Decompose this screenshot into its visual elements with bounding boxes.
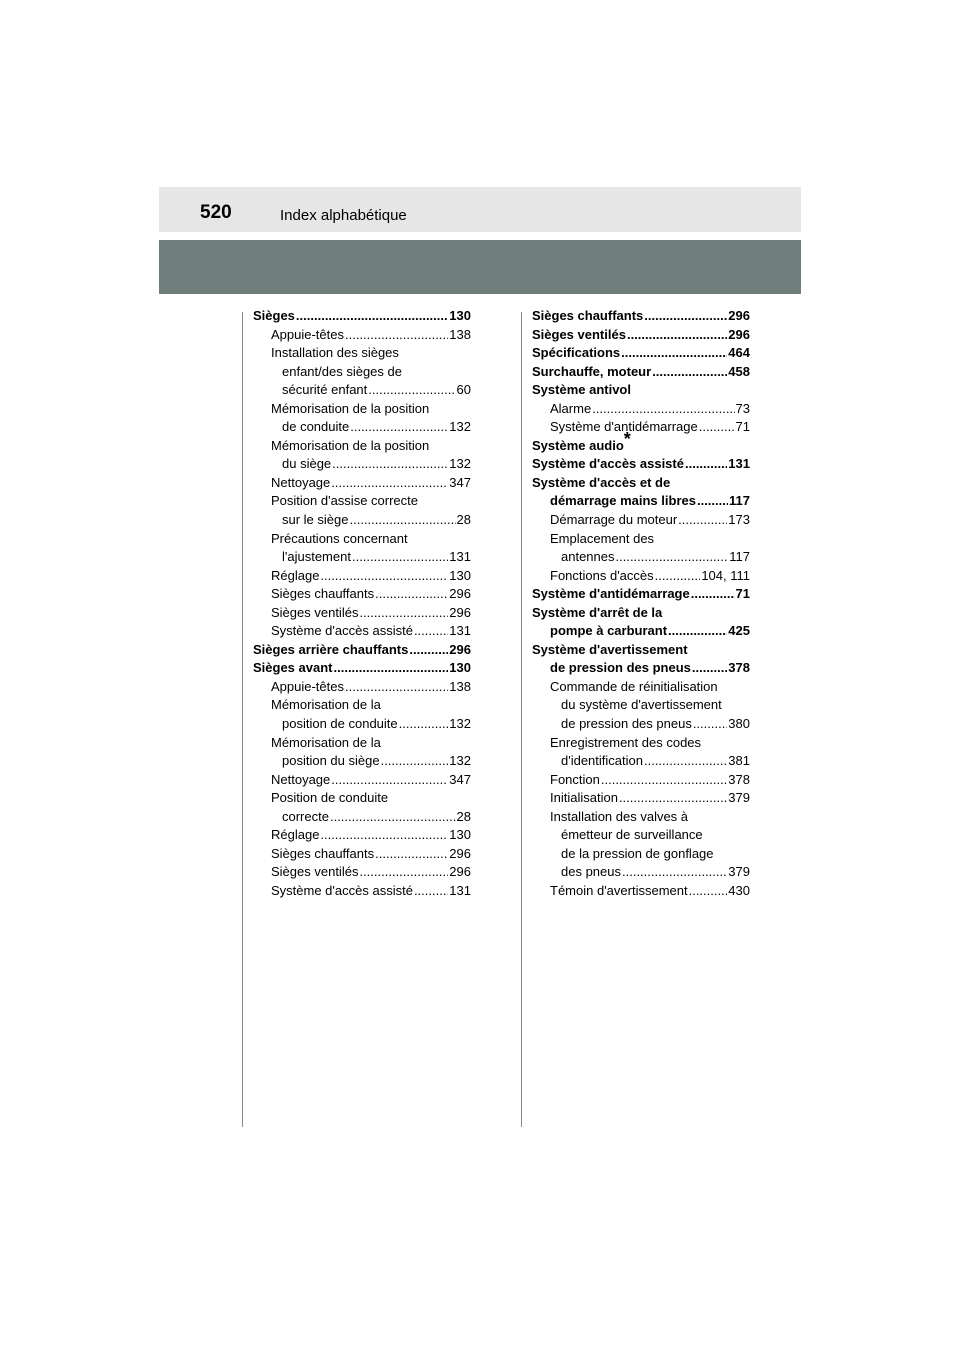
- index-entry: [532, 307, 750, 326]
- index-entry-page: 296: [449, 586, 471, 602]
- index-entry: [253, 622, 471, 641]
- index-entry: [253, 641, 471, 660]
- index-entry: [532, 363, 750, 382]
- dot-leader: [349, 511, 455, 530]
- index-entry-label: Nettoyage: [271, 474, 331, 490]
- index-entry-label: de conduite: [282, 419, 350, 435]
- index-entry-page: 132: [449, 716, 471, 732]
- index-entry-page: 28: [456, 512, 471, 528]
- index-entry: [253, 882, 471, 901]
- index-entry-page: 130: [449, 660, 471, 676]
- index-entry-label: sur le siège: [282, 512, 349, 528]
- index-line: [253, 789, 471, 808]
- index-entry-label: Sièges chauffants: [532, 308, 644, 323]
- index-line: [532, 641, 750, 660]
- index-entry-label: pompe à carburant: [550, 623, 668, 639]
- index-entry-label: Sièges arrière chauffants: [253, 641, 409, 657]
- index-entry-page: 131: [449, 882, 471, 898]
- index-entry: [253, 381, 471, 400]
- index-entry-page: 381: [728, 753, 750, 769]
- index-line: [253, 344, 471, 363]
- index-line-text: Emplacement des: [550, 530, 655, 546]
- index-entry: [253, 715, 471, 734]
- index-entry-page: 296: [728, 308, 750, 323]
- index-entry-label: Témoin d'avertissement: [550, 882, 688, 898]
- index-entry-label: Appuie-têtes: [271, 678, 344, 694]
- dot-leader: [368, 381, 455, 400]
- index-entry-page: 130: [449, 827, 471, 843]
- index-line-text: Position d'assise correcte: [271, 493, 418, 509]
- index-entry-label: démarrage mains libres: [550, 493, 696, 509]
- index-line-text: enfant/des sièges de: [282, 363, 402, 379]
- column-divider-middle: [521, 312, 522, 1127]
- dot-leader: [345, 678, 448, 697]
- index-entry-label: Réglage: [271, 567, 320, 583]
- dot-leader: [616, 548, 729, 567]
- index-entry: [253, 548, 471, 567]
- page-number: 520: [200, 202, 232, 223]
- index-entry: [253, 659, 471, 678]
- index-entry-label: Spécifications: [532, 345, 621, 361]
- dot-leader: [331, 474, 448, 493]
- index-entry: [532, 548, 750, 567]
- index-line: [532, 530, 750, 549]
- index-entry: [253, 845, 471, 864]
- index-entry-label: Démarrage du moteur: [550, 512, 678, 528]
- index-entry-page: 378: [728, 660, 750, 676]
- dot-leader: [375, 845, 448, 864]
- index-entry-page: 73: [735, 400, 750, 416]
- dot-leader: [644, 307, 727, 326]
- index-entry-label: d'identification: [561, 753, 643, 769]
- index-entry-page: 379: [728, 790, 750, 806]
- index-entry-page: 132: [449, 419, 471, 435]
- index-entry-page: 71: [735, 419, 750, 435]
- index-entry-page: 138: [449, 678, 471, 694]
- index-entry-page: 430: [728, 882, 750, 898]
- index-entry-label: position de conduite: [282, 716, 398, 732]
- dot-leader: [621, 344, 727, 363]
- column-divider-left: [242, 312, 243, 1127]
- dot-leader: [320, 567, 448, 586]
- index-entry-label: Système d'accès assisté: [271, 882, 413, 898]
- index-line: [532, 696, 750, 715]
- dot-leader: [375, 585, 448, 604]
- index-entry-page: 130: [449, 567, 471, 583]
- index-entry: [532, 789, 750, 808]
- index-entry-label: correcte: [282, 808, 329, 824]
- header-bar: [159, 187, 801, 232]
- index-line-text: Position de conduite: [271, 790, 389, 806]
- index-line: [253, 696, 471, 715]
- index-line: [253, 400, 471, 419]
- index-entry-page: 131: [449, 549, 471, 565]
- index-entry: [532, 659, 750, 678]
- index-line: [253, 530, 471, 549]
- dot-leader: [627, 326, 727, 345]
- index-entry-label: Sièges ventilés: [271, 604, 359, 620]
- index-column-right: [532, 307, 750, 901]
- index-entry: [253, 863, 471, 882]
- index-entry: [253, 455, 471, 474]
- index-entry-label: Système d'antidémarrage: [550, 419, 698, 435]
- dot-leader: [334, 659, 449, 678]
- index-entry-page: 71: [735, 586, 750, 602]
- index-entry: [253, 474, 471, 493]
- index-line-text: du système d'avertissement: [561, 697, 722, 713]
- dot-leader: [592, 400, 734, 419]
- dot-leader: [359, 863, 448, 882]
- index-entry-page: 104, 111: [701, 567, 750, 583]
- dot-leader: [689, 882, 728, 901]
- index-entry-page: 138: [449, 326, 471, 342]
- index-entry-label: Fonctions d'accès: [550, 567, 654, 583]
- index-entry-label: Sièges avant: [253, 660, 333, 676]
- dot-leader: [644, 752, 727, 771]
- index-entry-page: 296: [728, 326, 750, 342]
- dot-leader: [652, 363, 727, 382]
- index-entry-page: 173: [728, 512, 750, 528]
- index-entry-page: 28: [456, 808, 471, 824]
- index-entry: [532, 863, 750, 882]
- index-entry: [253, 826, 471, 845]
- index-line-text: Système d'avertissement: [532, 641, 688, 657]
- index-entry-label: Sièges ventilés: [271, 864, 359, 880]
- index-entry-label: Sièges chauffants: [271, 586, 375, 602]
- index-entry: [532, 585, 750, 604]
- index-entry-page: 132: [449, 456, 471, 472]
- index-entry: [532, 400, 750, 419]
- index-entry: [532, 771, 750, 790]
- index-line-text: Installation des valves à: [550, 808, 689, 824]
- index-line-text: émetteur de surveillance: [561, 827, 703, 843]
- dot-leader: [320, 826, 448, 845]
- index-entry-page: 131: [728, 456, 750, 472]
- index-line: [532, 474, 750, 493]
- index-entry-label: Fonction: [550, 771, 600, 787]
- dot-leader: [691, 585, 735, 604]
- index-line: [532, 845, 750, 864]
- dot-leader: [685, 455, 727, 474]
- index-entry: [253, 326, 471, 345]
- index-line-text: Mémorisation de la position: [271, 400, 430, 416]
- index-line: [253, 363, 471, 382]
- index-line-text: Mémorisation de la: [271, 697, 381, 713]
- dot-leader: [350, 418, 448, 437]
- index-entry-label: de pression des pneus: [561, 716, 692, 732]
- index-entry: [253, 808, 471, 827]
- dot-leader: [619, 789, 727, 808]
- dot-leader: [331, 771, 448, 790]
- index-entry-label: l'ajustement: [282, 549, 351, 565]
- index-entry: [253, 604, 471, 623]
- index-entry-label: Système d'accès assisté: [271, 623, 413, 639]
- index-entry-page: 347: [449, 771, 471, 787]
- index-entry-page: 380: [728, 716, 750, 732]
- index-entry-label: Sièges: [253, 308, 295, 323]
- index-entry: [532, 418, 750, 437]
- dot-leader: [601, 771, 727, 790]
- index-line: [532, 734, 750, 753]
- index-line-text: Commande de réinitialisation: [550, 678, 718, 694]
- index-line-text: Système audio: [532, 437, 624, 453]
- dot-leader: [330, 808, 456, 827]
- index-entry-page: 130: [449, 308, 471, 323]
- index-entry-label: Nettoyage: [271, 771, 331, 787]
- index-entry: [532, 511, 750, 530]
- index-line-text: Mémorisation de la position: [271, 437, 430, 453]
- index-line-text: de la pression de gonflage: [561, 845, 714, 861]
- dot-leader: [399, 715, 449, 734]
- dot-leader: [332, 455, 448, 474]
- index-entry-label: sécurité enfant: [282, 382, 368, 398]
- index-line: [532, 808, 750, 827]
- index-entry-label: Système d'antidémarrage: [532, 586, 690, 602]
- index-entry-page: 379: [728, 864, 750, 880]
- index-entry: [253, 511, 471, 530]
- index-line: [253, 734, 471, 753]
- index-entry: [253, 585, 471, 604]
- index-entry-label: Réglage: [271, 827, 320, 843]
- index-line-text: Enregistrement des codes: [550, 734, 702, 750]
- index-entry: [532, 622, 750, 641]
- index-line: [532, 428, 750, 456]
- section-banner: [159, 240, 801, 294]
- index-line: [532, 826, 750, 845]
- index-entry-page: 378: [728, 771, 750, 787]
- dot-leader: [414, 882, 448, 901]
- dot-leader: [655, 567, 701, 586]
- index-entry-label: antennes: [561, 549, 615, 565]
- index-line-text: Installation des sièges: [271, 345, 399, 361]
- index-entry-label: Alarme: [550, 400, 592, 416]
- dot-leader: [352, 548, 448, 567]
- index-entry-page: 117: [729, 493, 750, 509]
- index-entry: [532, 882, 750, 901]
- index-entry: [253, 678, 471, 697]
- index-entry-label: Sièges chauffants: [271, 845, 375, 861]
- dot-leader: [381, 752, 449, 771]
- index-entry: [532, 752, 750, 771]
- index-entry: [532, 715, 750, 734]
- index-line-text: Mémorisation de la: [271, 734, 381, 750]
- index-line: [253, 437, 471, 456]
- index-entry-label: des pneus: [561, 864, 621, 880]
- dot-leader: [668, 622, 727, 641]
- index-entry-label: Surchauffe, moteur: [532, 363, 652, 379]
- dot-leader: [699, 418, 735, 437]
- dot-leader: [359, 604, 448, 623]
- index-entry: [532, 344, 750, 363]
- index-entry-page: 425: [728, 623, 750, 639]
- index-entry-label: Système d'accès assisté: [532, 456, 684, 472]
- index-entry-label: du siège: [282, 456, 332, 472]
- section-title: Index alphabétique: [280, 207, 407, 224]
- index-line-text: Précautions concernant: [271, 530, 408, 546]
- index-entry-page: 132: [449, 753, 471, 769]
- index-line: [253, 492, 471, 511]
- dot-leader: [692, 659, 727, 678]
- index-entry-page: 347: [449, 474, 471, 490]
- index-entry-page: 458: [728, 363, 750, 379]
- dot-leader: [409, 641, 448, 660]
- index-entry: [253, 567, 471, 586]
- index-entry-page: 131: [449, 623, 471, 639]
- index-line-text: Système d'arrêt de la: [532, 604, 663, 620]
- index-entry: [532, 326, 750, 345]
- index-entry-page: 60: [456, 382, 471, 398]
- index-entry: [532, 492, 750, 511]
- index-entry-page: 464: [728, 345, 750, 361]
- index-entry-label: Sièges ventilés: [532, 326, 626, 342]
- index-column-left: [253, 307, 471, 901]
- index-entry: [253, 307, 471, 326]
- index-entry-page: 296: [449, 864, 471, 880]
- index-entry: [253, 418, 471, 437]
- index-entry: [253, 752, 471, 771]
- index-entry-page: 296: [449, 845, 471, 861]
- index-entry: [532, 567, 750, 586]
- index-line: [532, 604, 750, 623]
- index-entry-label: Appuie-têtes: [271, 326, 344, 342]
- index-line: [532, 381, 750, 400]
- index-entry-page: 117: [729, 549, 750, 565]
- footnote-asterisk: *: [623, 428, 631, 449]
- index-entry-label: de pression des pneus: [550, 660, 691, 676]
- index-entry: [253, 771, 471, 790]
- index-entry: [532, 455, 750, 474]
- index-line: [532, 678, 750, 697]
- dot-leader: [345, 326, 448, 345]
- index-entry-label: position du siège: [282, 753, 380, 769]
- dot-leader: [296, 307, 448, 326]
- index-entry-page: 296: [449, 641, 471, 657]
- dot-leader: [622, 863, 727, 882]
- index-line-text: Système antivol: [532, 382, 631, 398]
- dot-leader: [693, 715, 727, 734]
- dot-leader: [414, 622, 448, 641]
- dot-leader: [678, 511, 727, 530]
- dot-leader: [697, 492, 728, 511]
- index-line-text: Système d'accès et de: [532, 474, 671, 490]
- index-entry-label: Initialisation: [550, 790, 618, 806]
- index-entry-page: 296: [449, 604, 471, 620]
